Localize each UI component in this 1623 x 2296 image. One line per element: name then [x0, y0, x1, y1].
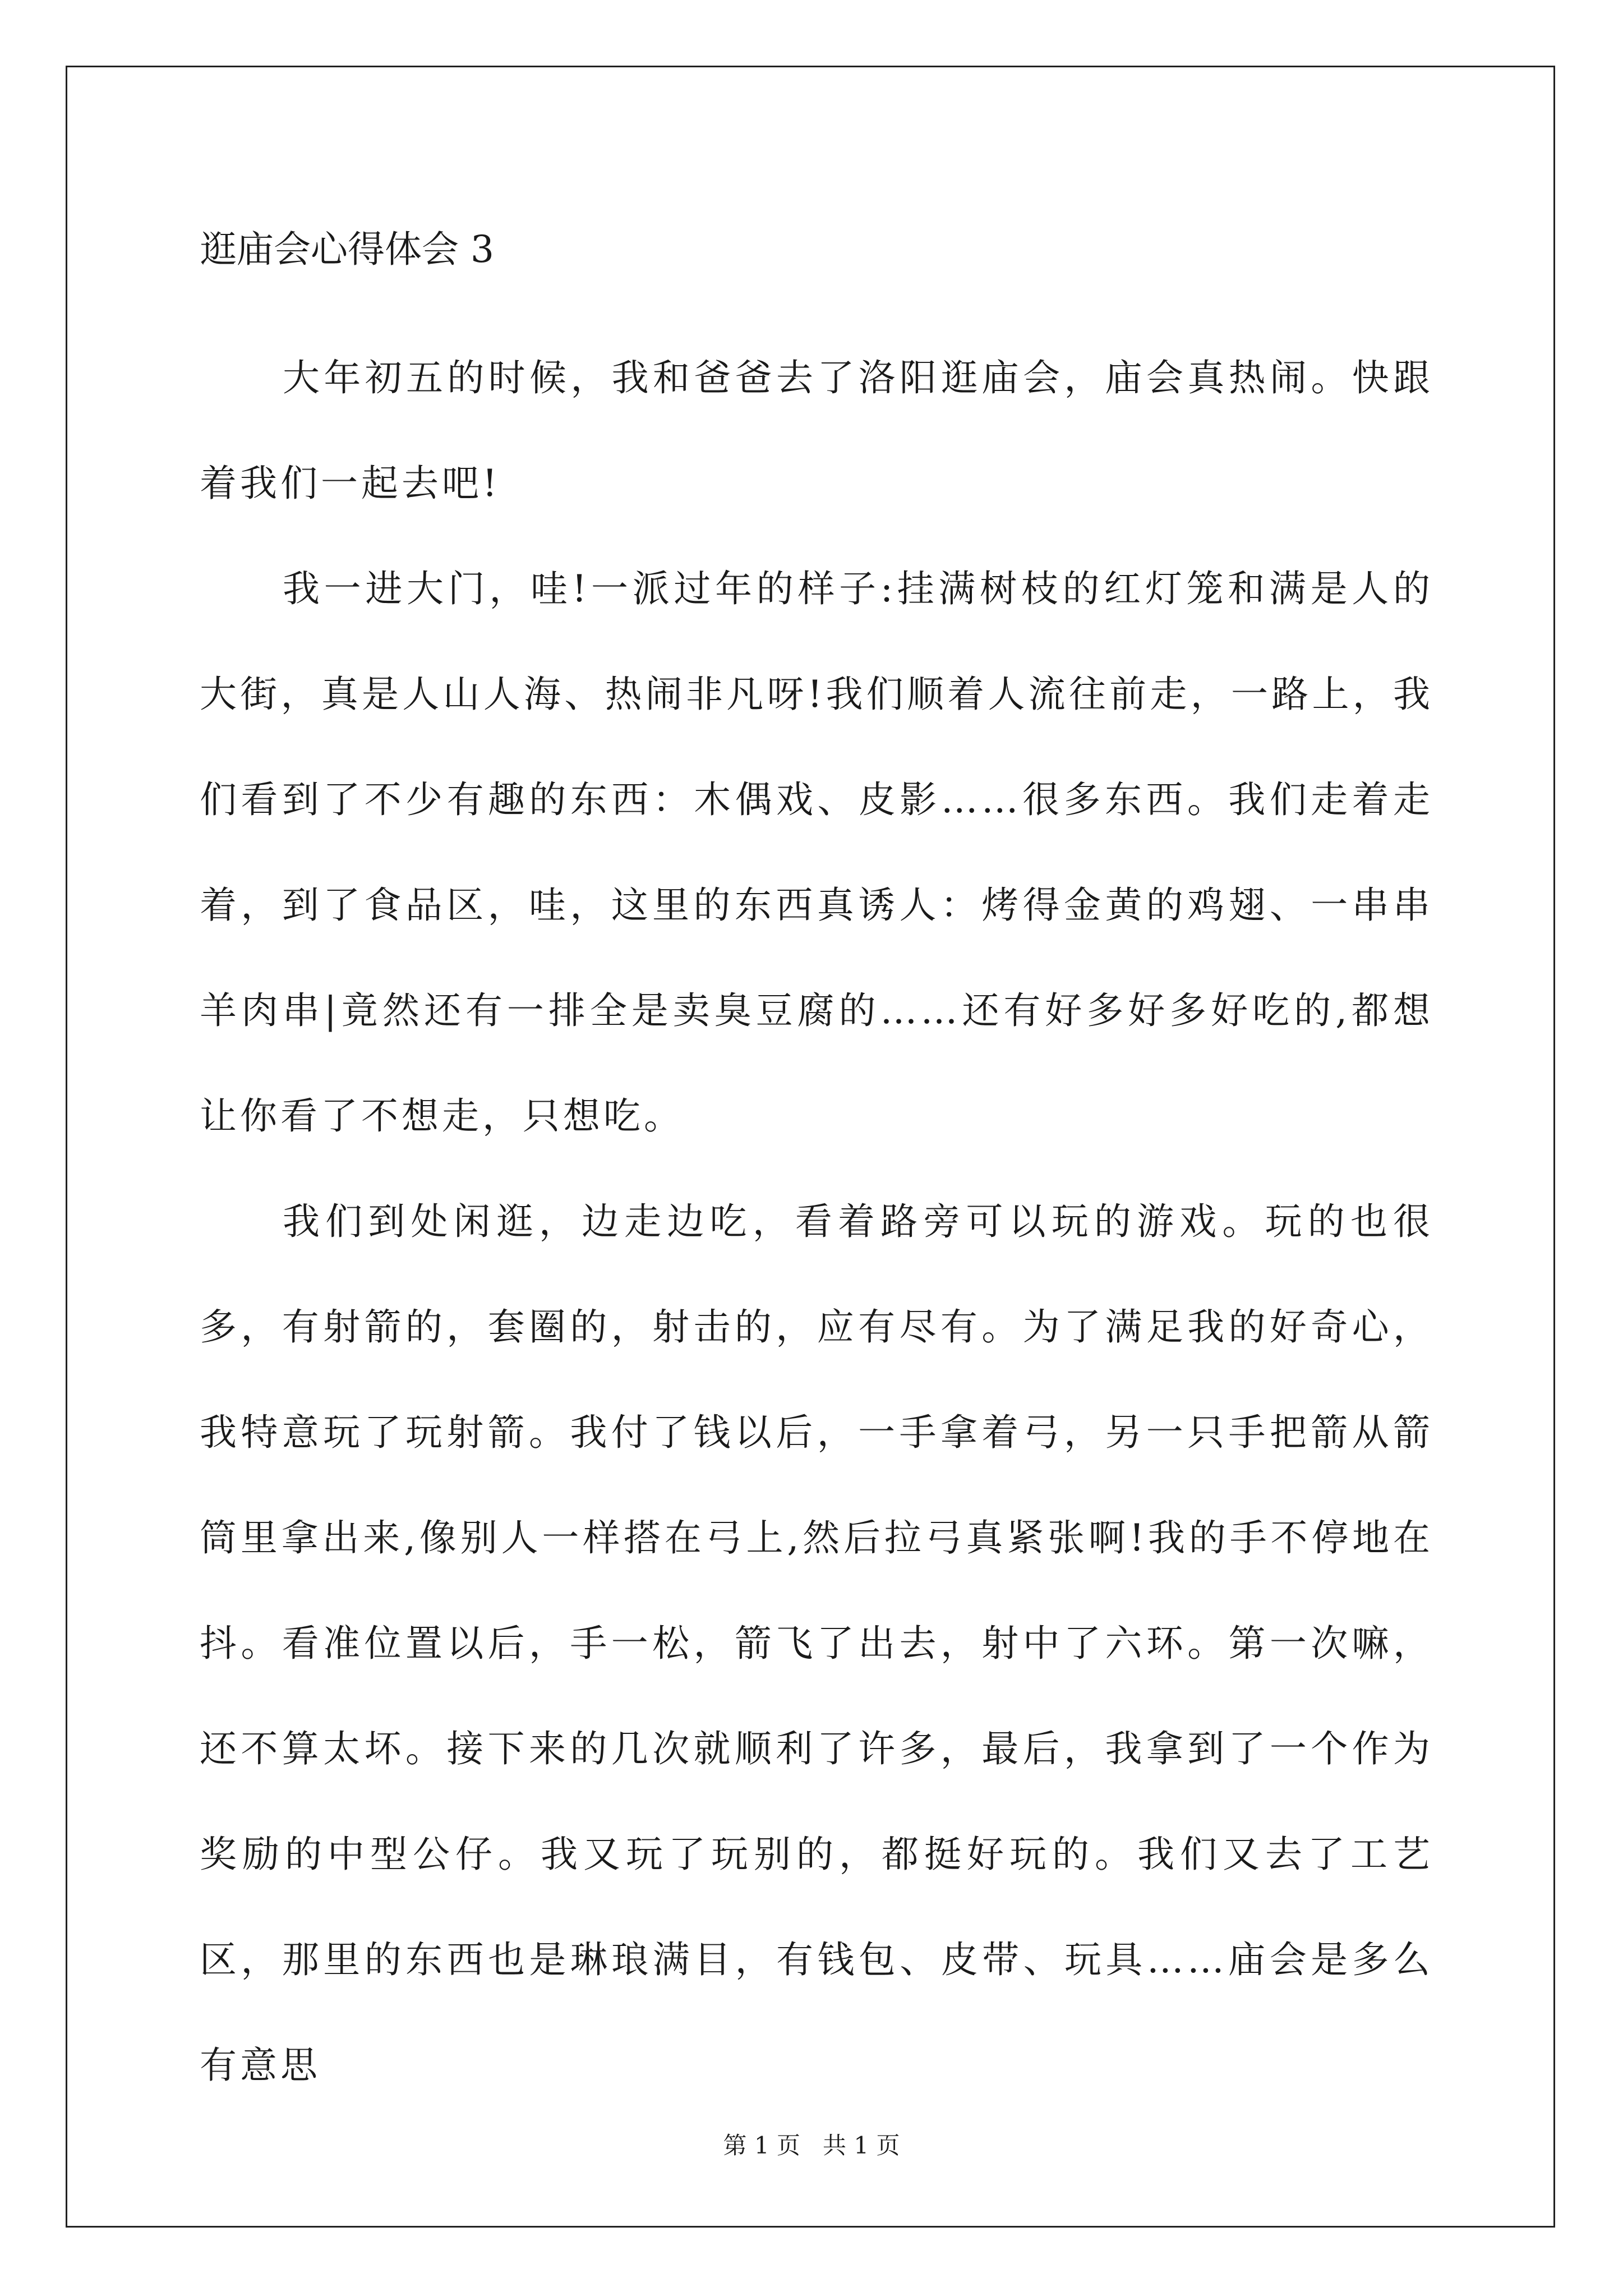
paragraph-1: 大年初五的时候，我和爸爸去了洛阳逛庙会，庙会真热闹。快跟着我们一起去吧!	[200, 356, 1433, 505]
document-body	[200, 325, 1433, 2118]
page-number-footer: 第 1 页 共 1 页	[723, 2132, 900, 2159]
document-title: 逛庙会心得体会 3	[200, 228, 494, 271]
paragraph-3: 我们到处闲逛，边走边吃，看着路旁可以玩的游戏。玩的也很多，有射箭的，套圈的，射击的，应有尽有。为了满足我的好奇心，我特意玩了玩射箭。我付了钱以后，一手拿着弓，另一只手把箭从箭筒里拿出来,像别人一样搭在弓上,然后拉弓真紧张啊!我的手不停地在抖。看准位置以后，手一松，箭飞了出去，射中了六环。第一次嘛，还不算太坏。接下来的几次就顺利了许多，最后，我拿到了一个作为奖励的中型公仔。我又玩了玩别的，都挺好玩的。我们又去了工艺区，那里的东西也是琳琅满目，有钱包、皮带、玩具……庙会是多么有意思	[200, 1200, 1433, 2087]
paragraph-2: 我一进大门，哇!一派过年的样子:挂满树枝的红灯笼和满是人的大街，真是人山人海、热闹非凡呀!我们顺着人流往前走，一路上，我们看到了不少有趣的东西：木偶戏、皮影……很多东西。我们走着走着，到了食品区，哇，这里的东西真诱人：烤得金黄的鸡翅、一串串羊肉串|竟然还有一排全是卖臭豆腐的……还有好多好多好吃的,都想让你看了不想走，只想吃。	[200, 567, 1433, 1138]
